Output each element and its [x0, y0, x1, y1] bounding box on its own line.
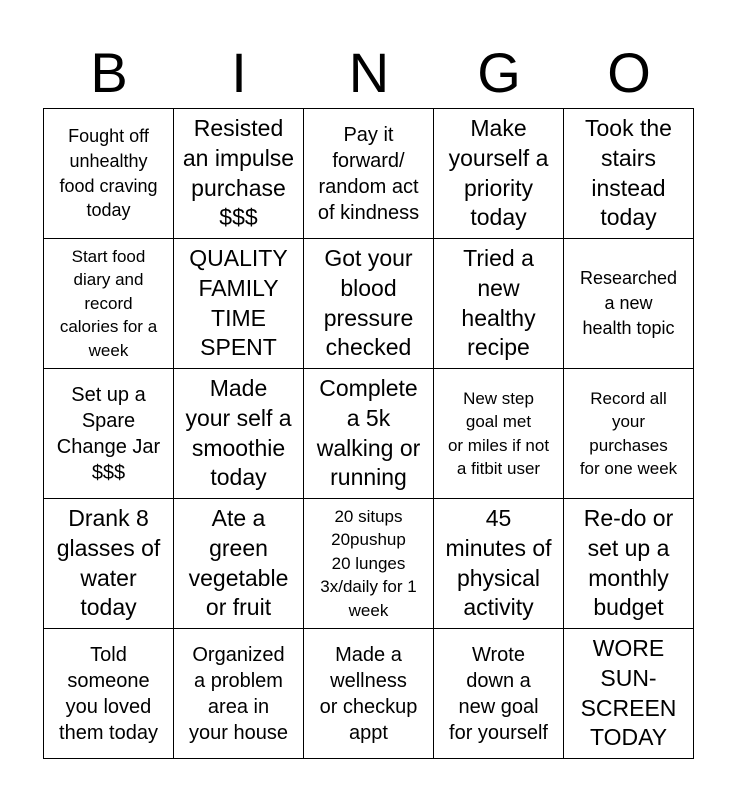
bingo-cell[interactable]: Tried a new healthy recipe	[434, 239, 564, 369]
bingo-cell[interactable]: Took the stairs instead today	[564, 109, 694, 239]
bingo-cell[interactable]: Record all your purchases for one week	[564, 369, 694, 499]
bingo-cell[interactable]: 45 minutes of physical activity	[434, 499, 564, 629]
bingo-cell[interactable]: QUALITY FAMILY TIME SPENT	[174, 239, 304, 369]
header-letter-o: O	[607, 41, 651, 104]
bingo-cell[interactable]: Got your blood pressure checked	[304, 239, 434, 369]
bingo-cell[interactable]: 20 situps 20pushup 20 lunges 3x/daily for 1 week	[304, 499, 434, 629]
header-letter-g: G	[477, 41, 521, 104]
bingo-board	[43, 108, 694, 759]
bingo-cell[interactable]: Wrote down a new goal for yourself	[434, 629, 564, 759]
bingo-cell[interactable]: Pay it forward/ random act of kindness	[304, 109, 434, 239]
bingo-cell[interactable]: Ate a green vegetable or fruit	[174, 499, 304, 629]
bingo-cell[interactable]: Start food diary and record calories for a week	[44, 239, 174, 369]
bingo-cell[interactable]: Organized a problem area in your house	[174, 629, 304, 759]
header-letter-b: B	[90, 41, 128, 104]
bingo-cell[interactable]: Made a wellness or checkup appt	[304, 629, 434, 759]
bingo-cell[interactable]: Make yourself a priority today	[434, 109, 564, 239]
bingo-cell[interactable]: Researched a new health topic	[564, 239, 694, 369]
bingo-cell[interactable]: WORE SUN- SCREEN TODAY	[564, 629, 694, 759]
bingo-cell[interactable]: Told someone you loved them today	[44, 629, 174, 759]
bingo-cell[interactable]: Drank 8 glasses of water today	[44, 499, 174, 629]
bingo-cell[interactable]: Complete a 5k walking or running	[304, 369, 434, 499]
bingo-cell[interactable]: Set up a Spare Change Jar $$$	[44, 369, 174, 499]
bingo-cell[interactable]: Re-do or set up a monthly budget	[564, 499, 694, 629]
bingo-cell[interactable]: New step goal met or miles if not a fitbit user	[434, 369, 564, 499]
bingo-cell[interactable]: Resisted an impulse purchase $$$	[174, 109, 304, 239]
bingo-cell[interactable]: Made your self a smoothie today	[174, 369, 304, 499]
header-letter-i: I	[231, 41, 247, 104]
header-letter-n: N	[348, 41, 390, 104]
bingo-cell[interactable]: Fought off unhealthy food craving today	[44, 109, 174, 239]
bingo-header	[44, 40, 694, 106]
